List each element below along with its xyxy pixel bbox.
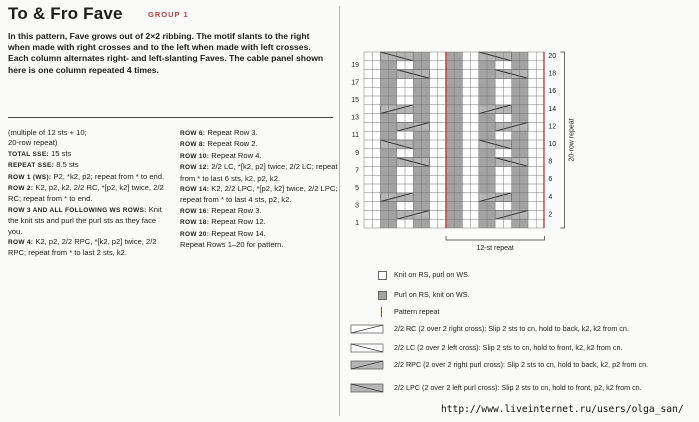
instruction-line <box>180 229 340 240</box>
instruction-text: K2, p2, k2, 2/2 RC, *[p2, k2] twice, 2/2 RC; repeat from * to end. <box>8 183 164 204</box>
instruction-line <box>180 206 340 217</box>
instruction-label: ROW 2: <box>8 185 34 193</box>
legend-text: Purl on RS, knit on WS. <box>394 290 470 299</box>
instruction-line <box>8 172 168 183</box>
st-repeat-label: 12-st repeat <box>476 245 514 252</box>
row-number-right: 2 <box>548 211 553 219</box>
instruction-text: 15 sts <box>48 148 72 158</box>
row-number-left: 17 <box>351 79 359 87</box>
instruction-line <box>8 160 168 171</box>
row-repeat-label: 20-row repeat <box>568 118 576 162</box>
instruction-label: ROW 12: <box>180 164 210 172</box>
legend-text: 2/2 LPC (2 over 2 left purl cross): Slip 2 sts to cn, hold to front, p2, k2 from cn. <box>394 383 642 392</box>
instruction-text: K2, 2/2 LPC, *[p2, k2] twice, 2/2 LPC; repeat from * to last 4 sts, p2, k2. <box>180 184 338 205</box>
instruction-text: Repeat Row 2. <box>205 139 258 149</box>
instruction-text: (multiple of 12 sts + 10; <box>8 128 87 137</box>
instruction-line <box>180 139 340 150</box>
instruction-line <box>180 128 340 139</box>
row-number-right: 16 <box>548 88 557 96</box>
instruction-label: ROW 8: <box>180 141 206 149</box>
legend-text: 2/2 RPC (2 over 2 right purl cross): Slip 2 sts to cn, hold to back, k2, p2 from cn. <box>394 360 649 369</box>
instruction-label: TOTAL SSE: <box>8 150 49 158</box>
instruction-text: Repeat Row 3. <box>205 128 258 137</box>
row-number-left: 19 <box>351 61 359 69</box>
row-number-left: 7 <box>355 167 359 175</box>
instruction-text: Repeat Rows 1–20 for pattern. <box>180 240 284 250</box>
instruction-text: Repeat Row 3. <box>209 205 262 215</box>
instruction-label: ROW 14: <box>180 186 210 194</box>
instruction-line <box>8 138 168 148</box>
instruction-line <box>180 151 340 162</box>
instruction-text: 20-row repeat) <box>8 138 58 148</box>
row-number-left: 13 <box>351 114 359 122</box>
rpc-cross-icon <box>350 360 384 370</box>
legend-text: Pattern repeat <box>394 307 440 316</box>
pattern-repeat-icon <box>381 307 382 317</box>
instruction-line <box>180 162 340 184</box>
instruction-label: ROW 18: <box>180 219 210 227</box>
knit-square-icon <box>378 271 387 280</box>
row-number-left: 1 <box>355 220 359 228</box>
legend-text: Knit on RS, purl on WS. <box>394 270 470 279</box>
rc-cross-icon <box>350 324 384 334</box>
intro-paragraph: In this pattern, Fave grows out of 2×2 ribbing. The motif slants to the right when made with right crosses and to the left when made with left crosses. Each column alternates right- and left-slanting Faves. The cable panel shown here is one column repeated 4 times. <box>8 31 324 75</box>
instruction-text: Knit the knit sts and purl the purl sts as they face you. <box>8 204 162 236</box>
st-repeat-bracket <box>446 236 544 240</box>
instructions-left-column <box>8 128 168 259</box>
chart-legend <box>350 270 695 410</box>
instruction-line <box>8 183 168 205</box>
instruction-line <box>180 184 340 206</box>
row-number-left: 5 <box>355 185 359 192</box>
instruction-label: ROW 10: <box>180 152 210 160</box>
legend-text: 2/2 RC (2 over 2 right cross): Slip 2 sts to cn, hold to back, k2, k2 from cn. <box>394 324 629 333</box>
row-number-left: 11 <box>351 132 359 140</box>
lpc-cross-icon <box>350 383 384 393</box>
purl-square-icon <box>378 291 387 300</box>
instruction-text: P2, *k2, p2; repeat from * to end. <box>51 171 165 181</box>
instruction-label: ROW 16: <box>180 207 210 215</box>
row-number-right: 14 <box>548 105 557 113</box>
instruction-text: K2, p2, 2/2 RPC, *[k2, p2] twice, 2/2 RPC; repeat from * to last 2 sts, k2. <box>8 237 157 258</box>
row-number-right: 10 <box>548 141 557 148</box>
row-number-right: 4 <box>548 193 553 201</box>
instruction-label: ROW 3 AND ALL FOLLOWING WS ROWS: <box>8 206 147 214</box>
cable-chart <box>342 48 592 258</box>
instruction-line <box>8 149 168 160</box>
instruction-text: 8.5 sts <box>54 160 79 170</box>
lc-cross-icon <box>350 343 384 353</box>
row-number-right: 12 <box>548 123 557 131</box>
row-number-left: 3 <box>355 202 359 210</box>
instruction-text: Repeat Row 12. <box>209 217 266 227</box>
instruction-line <box>8 205 168 237</box>
row-number-left: 15 <box>351 97 359 104</box>
pattern-title: To & Fro Fave <box>8 4 123 23</box>
row-number-right: 18 <box>548 70 557 78</box>
instruction-text: 2/2 LC, *[k2, p2] twice, 2/2 LC; repeat from * to last 6 sts, k2, p2, k2. <box>180 162 338 183</box>
section-divider <box>8 117 333 118</box>
row-repeat-bracket <box>560 52 564 228</box>
row-number-left: 9 <box>355 149 359 157</box>
instruction-text: Repeat Row 14. <box>209 228 266 238</box>
row-number-right: 20 <box>548 53 557 60</box>
row-number-right: 8 <box>548 158 553 166</box>
instruction-label: ROW 4: <box>8 239 34 247</box>
instruction-line <box>8 128 168 138</box>
instruction-text: Repeat Row 4. <box>209 150 262 160</box>
legend-text: 2/2 LC (2 over 2 left cross): Slip 2 sts to cn, hold to front, k2, k2 from cn. <box>394 343 623 352</box>
instruction-line <box>180 217 340 228</box>
instruction-label: ROW 1 (WS): <box>8 173 52 181</box>
instructions-right-column <box>180 128 340 250</box>
instruction-label: ROW 6: <box>180 130 206 137</box>
instruction-line <box>180 240 340 250</box>
instruction-line <box>8 237 168 259</box>
watermark-url: http://www.liveinternet.ru/users/olga_san/ <box>441 404 684 415</box>
instruction-label: ROW 20: <box>180 230 210 238</box>
instruction-label: REPEAT SSE: <box>8 162 55 170</box>
row-number-right: 6 <box>548 176 553 184</box>
group-label: GROUP 1 <box>148 10 189 19</box>
